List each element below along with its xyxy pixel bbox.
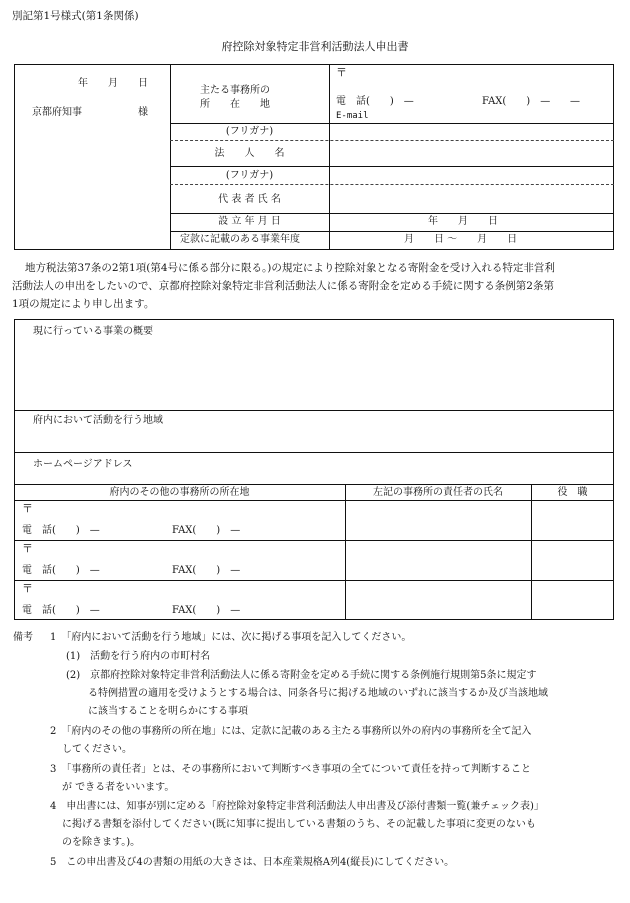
note-4-cont-2: のを除きます。)。 bbox=[62, 837, 141, 848]
furigana-label-2: (フリガナ) bbox=[225, 170, 274, 181]
furigana-label-1: (フリガナ) bbox=[225, 126, 274, 137]
page-title: 府控除対象特定非営利活動法人申出書 bbox=[221, 40, 409, 53]
activity-area-label: 府内において活動を行う地域 bbox=[33, 415, 163, 426]
body-line-2: 活動法人の申出をしたいので、京都府控除対象特定非営利活動法人に係る寄附金を定める手続に関する条例第2条第 bbox=[12, 280, 554, 292]
office-row-2-phone[interactable]: 電 話( ) — bbox=[22, 565, 100, 576]
note-5: 5 この申出書及び4の書類の用紙の大きさは、日本産業規格A列4(縦長)にしてください。 bbox=[50, 857, 455, 868]
notes-label: 備考 bbox=[13, 632, 33, 643]
office-row-1-postal: 〒 bbox=[22, 502, 33, 515]
fax-dash: — bbox=[570, 96, 580, 107]
note-3: 3 「事務所の責任者」とは、その事務所において判断すべき事項の全てについて責任を持って判断すること bbox=[50, 764, 531, 775]
fiscal-year-value[interactable]: 月 日 ～ 月 日 bbox=[404, 234, 518, 245]
main-office-fax[interactable]: FAX( ) — bbox=[482, 96, 551, 107]
note-1-item-1: (1) 活動を行う府内の市町村名 bbox=[66, 651, 211, 662]
note-2: 2 「府内のその他の事務所の所在地」には、定款に記載のある主たる事務所以外の府内の事務所を全て記入 bbox=[50, 726, 532, 737]
addressee: 京都府知事 bbox=[32, 107, 82, 118]
note-1-item-2: (2) 京都府控除対象特定非営利活動法人に係る寄附金を定める手続に関する条例施行規則第5条に規定す bbox=[66, 670, 537, 681]
body-line-1: 地方税法第37条の2第1項(第4号に係る部分に限る。)の規定により控除対象となる寄附金を受け入れる特定非営利 bbox=[25, 262, 555, 274]
note-1-item-2-cont-1: る特例措置の適用を受けようとする場合は、同条各号に掲げる地域のいずれに該当するか及び当該地域 bbox=[88, 688, 548, 699]
main-office-email[interactable]: E-mail bbox=[336, 111, 369, 121]
note-2-cont: してください。 bbox=[62, 744, 132, 755]
application-date[interactable]: 年 月 日 bbox=[78, 78, 148, 89]
fiscal-year-label: 定款に記載のある事業年度 bbox=[180, 234, 300, 245]
office-row-1-phone[interactable]: 電 話( ) — bbox=[22, 525, 100, 536]
corp-name-label: 法 人 名 bbox=[214, 148, 285, 159]
main-office-phone[interactable]: 電 話( ) — bbox=[336, 96, 414, 107]
note-4-cont-1: に掲げる書類を添付してください(既に知事に提出している書類のうち、その記載した事項に変更のないも bbox=[62, 819, 536, 830]
col-office-manager: 左記の事務所の責任者の氏名 bbox=[373, 487, 503, 498]
established-label: 設 立 年 月 日 bbox=[218, 216, 281, 227]
note-4: 4 申出書には、知事が別に定める「府控除対象特定非営利活動法人申出書及び添付書類一覧(兼チェック表)」 bbox=[50, 801, 544, 812]
homepage-label: ホームページアドレス bbox=[33, 459, 133, 470]
col-role: 役 職 bbox=[557, 487, 588, 498]
postal-mark: 〒 bbox=[336, 66, 347, 79]
current-business-label: 現に行っている事業の概要 bbox=[33, 326, 153, 337]
note-1: 1 「府内において活動を行う地域」には、次に掲げる事項を記入してください。 bbox=[50, 632, 412, 643]
col-office-address: 府内のその他の事務所の所在地 bbox=[109, 487, 250, 498]
addressee-honorific: 様 bbox=[138, 107, 148, 118]
office-row-1-fax[interactable]: FAX( ) — bbox=[172, 525, 241, 536]
main-office-label: 主たる事務所の bbox=[200, 85, 270, 96]
established-value[interactable]: 年 月 日 bbox=[428, 216, 498, 227]
form-label: 別記第1号様式(第1条関係) bbox=[12, 10, 139, 22]
main-office-label-2: 所 在 地 bbox=[200, 99, 270, 110]
note-1-item-2-cont-2: に該当することを明らかにする事項 bbox=[88, 706, 248, 717]
office-row-2-fax[interactable]: FAX( ) — bbox=[172, 565, 241, 576]
office-row-3-postal: 〒 bbox=[22, 582, 33, 595]
representative-label: 代 表 者 氏 名 bbox=[218, 194, 281, 205]
office-row-3-phone[interactable]: 電 話( ) — bbox=[22, 605, 100, 616]
body-line-3: 1項の規定により申し出ます。 bbox=[12, 298, 155, 310]
note-3-cont: が できる者をいいます。 bbox=[62, 782, 175, 793]
office-row-2-postal: 〒 bbox=[22, 542, 33, 555]
office-row-3-fax[interactable]: FAX( ) — bbox=[172, 605, 241, 616]
